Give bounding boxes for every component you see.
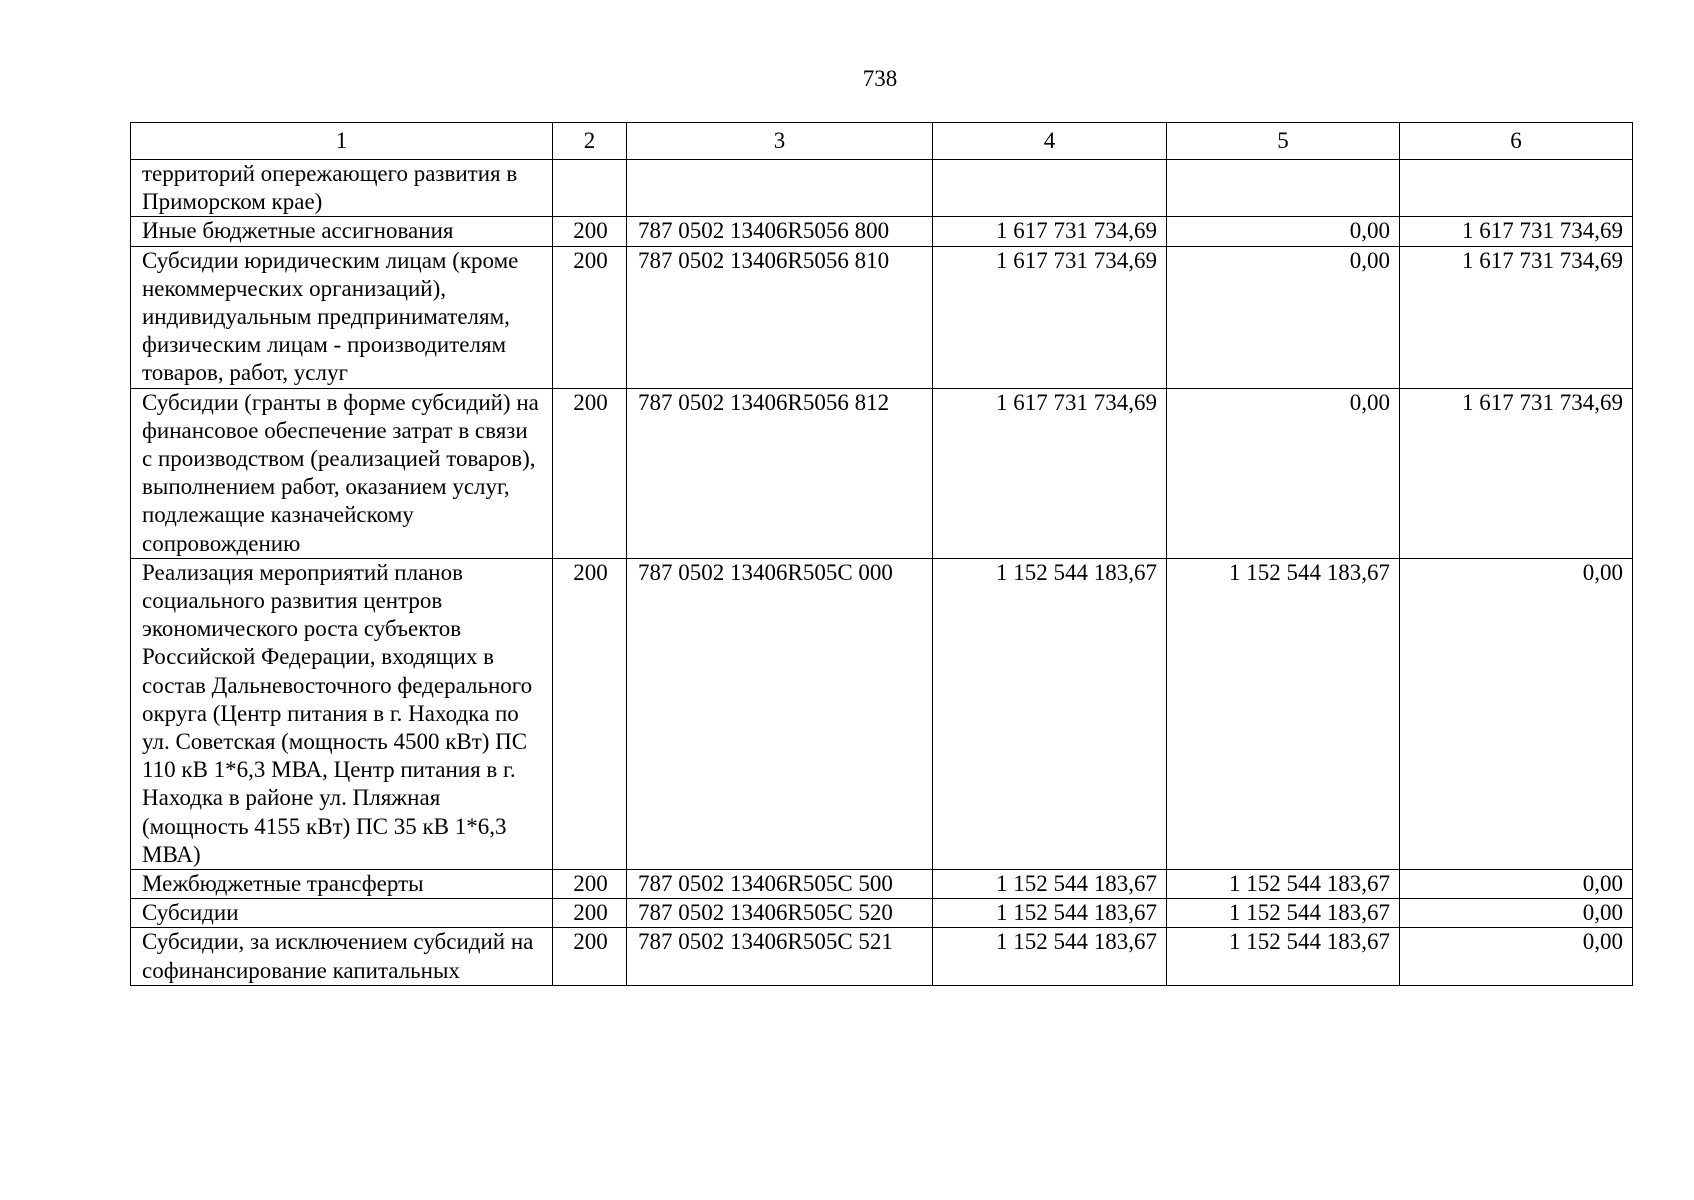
row-kbk: 787 0502 13406R5056 810: [627, 246, 933, 388]
row-amount-6: 0,00: [1400, 870, 1633, 899]
row-kbk: 787 0502 13406R505C 500: [627, 870, 933, 899]
column-header: 3: [627, 123, 933, 160]
table-row: [131, 928, 1633, 985]
row-code: 200: [553, 246, 627, 388]
table-header-row: [131, 123, 1633, 160]
column-header: 6: [1400, 123, 1633, 160]
row-amount-5: 0,00: [1167, 217, 1400, 246]
table-row: [131, 899, 1633, 928]
row-name: Субсидии юридическим лицам (кроме некоммерческих организаций), индивидуальным предпринимателям, физическим лицам - производителям товаров, работ, услуг: [131, 246, 553, 388]
row-amount-5: 1 152 544 183,67: [1167, 928, 1400, 985]
row-kbk: 787 0502 13406R505C 520: [627, 899, 933, 928]
row-amount-5: 1 152 544 183,67: [1167, 558, 1400, 869]
row-amount-4: [933, 160, 1167, 217]
row-name: Субсидии, за исключением субсидий на софинансирование капитальных: [131, 928, 553, 985]
row-amount-4: 1 152 544 183,67: [933, 558, 1167, 869]
table-row: [131, 160, 1633, 217]
row-amount-6: 1 617 731 734,69: [1400, 388, 1633, 558]
row-kbk: 787 0502 13406R5056 812: [627, 388, 933, 558]
row-code: 200: [553, 870, 627, 899]
row-kbk: [627, 160, 933, 217]
row-amount-6: [1400, 160, 1633, 217]
row-name: Субсидии: [131, 899, 553, 928]
column-header: 4: [933, 123, 1167, 160]
row-name: Иные бюджетные ассигнования: [131, 217, 553, 246]
row-amount-5: [1167, 160, 1400, 217]
row-name: Межбюджетные трансферты: [131, 870, 553, 899]
row-code: 200: [553, 899, 627, 928]
page-number: 738: [862, 66, 898, 91]
row-amount-6: 1 617 731 734,69: [1400, 246, 1633, 388]
row-amount-5: 1 152 544 183,67: [1167, 899, 1400, 928]
table-row: [131, 246, 1633, 388]
row-amount-4: 1 617 731 734,69: [933, 217, 1167, 246]
column-header: 1: [131, 123, 553, 160]
row-amount-4: 1 617 731 734,69: [933, 246, 1167, 388]
row-code: 200: [553, 388, 627, 558]
row-amount-5: 1 152 544 183,67: [1167, 870, 1400, 899]
row-code: 200: [553, 217, 627, 246]
row-amount-5: 0,00: [1167, 388, 1400, 558]
row-code: 200: [553, 558, 627, 869]
row-kbk: 787 0502 13406R505C 521: [627, 928, 933, 985]
row-name: Реализация мероприятий планов социального развития центров экономического роста субъектов Российской Федерации, входящих в состав Дальневосточного федерального округа (Центр питания в г. Находка по ул. Советская (мощность 4500 кВт) ПС 110 кВ 1*6,3 МВА, Центр питания в г. Находка в районе ул. Пляжная (мощность 4155 кВт) ПС 35 кВ 1*6,3 МВА): [131, 558, 553, 869]
row-amount-4: 1 617 731 734,69: [933, 388, 1167, 558]
budget-table: [130, 122, 1633, 986]
row-name: Субсидии (гранты в форме субсидий) на финансовое обеспечение затрат в связи с производством (реализацией товаров), выполнением работ, оказанием услуг, подлежащие казначейскому сопровождению: [131, 388, 553, 558]
row-amount-6: 1 617 731 734,69: [1400, 217, 1633, 246]
row-amount-4: 1 152 544 183,67: [933, 928, 1167, 985]
row-amount-4: 1 152 544 183,67: [933, 899, 1167, 928]
table-row: [131, 388, 1633, 558]
row-amount-5: 0,00: [1167, 246, 1400, 388]
row-name: территорий опережающего развития в Приморском крае): [131, 160, 553, 217]
row-amount-6: 0,00: [1400, 899, 1633, 928]
row-amount-6: 0,00: [1400, 928, 1633, 985]
table-row: [131, 558, 1633, 869]
column-header: 5: [1167, 123, 1400, 160]
row-code: 200: [553, 928, 627, 985]
table-row: [131, 870, 1633, 899]
row-kbk: 787 0502 13406R5056 800: [627, 217, 933, 246]
row-amount-6: 0,00: [1400, 558, 1633, 869]
column-header: 2: [553, 123, 627, 160]
row-kbk: 787 0502 13406R505C 000: [627, 558, 933, 869]
row-amount-4: 1 152 544 183,67: [933, 870, 1167, 899]
table-row: [131, 217, 1633, 246]
row-code: [553, 160, 627, 217]
